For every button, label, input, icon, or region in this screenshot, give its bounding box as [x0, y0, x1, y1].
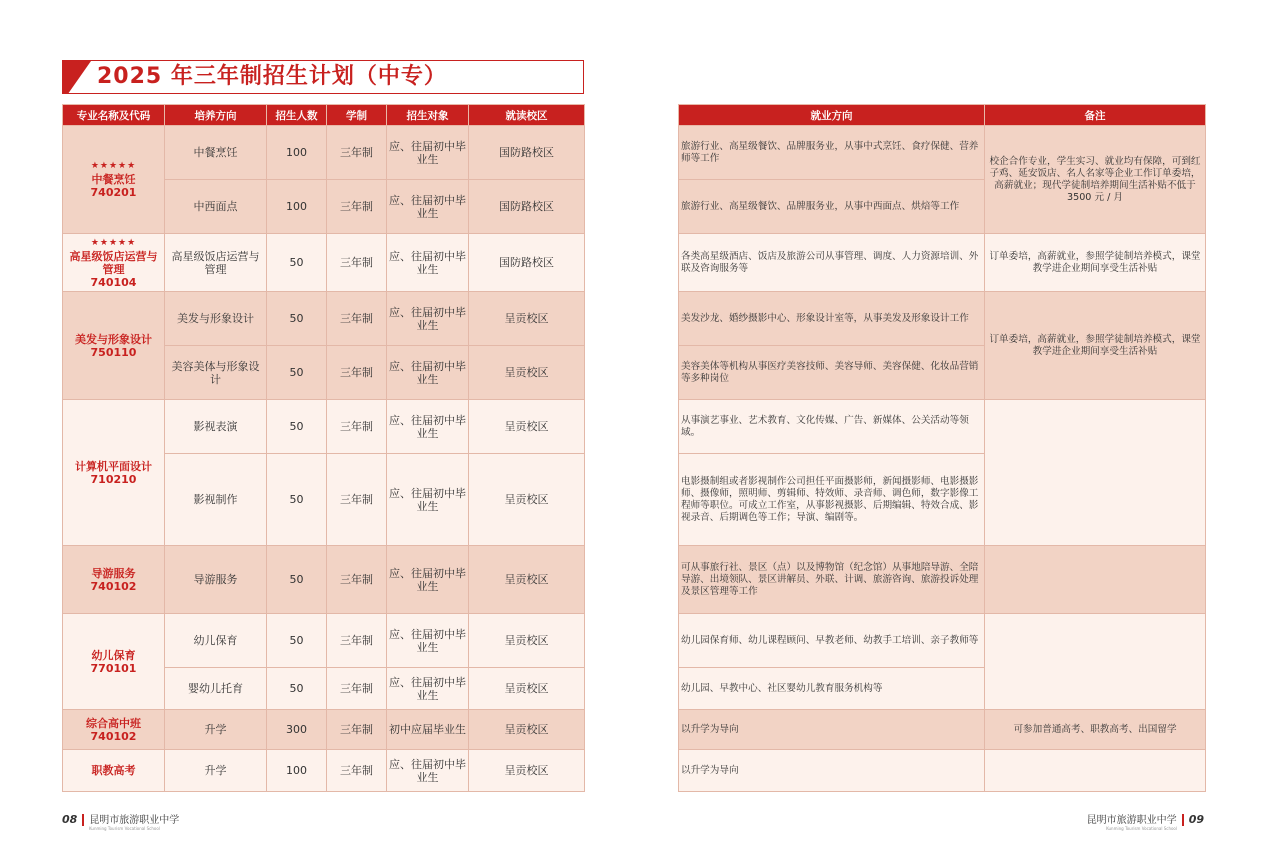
- table-row: [63, 546, 585, 614]
- header-count: 招生人数: [267, 105, 327, 126]
- major-name: 中餐烹饪: [91, 173, 136, 186]
- employment-cell: 旅游行业、高星级餐饮、品牌服务业，从事中西面点、烘焙等工作: [679, 180, 985, 234]
- footer-right: [1087, 811, 1204, 831]
- target-cell: 应、往届初中毕业生: [387, 750, 469, 792]
- page-number-left: 08: [62, 813, 78, 826]
- direction-cell: 美发与形象设计: [165, 292, 267, 346]
- system-cell: 三年制: [327, 454, 387, 546]
- major-name: 高星级饭店运营与管理: [69, 249, 158, 276]
- target-cell: 应、往届初中毕业生: [387, 546, 469, 614]
- direction-cell: 高星级饭店运营与管理: [165, 234, 267, 292]
- direction-cell: 影视制作: [165, 454, 267, 546]
- target-cell: 应、往届初中毕业生: [387, 454, 469, 546]
- school-name-en-right: Kunming Tourism Vocational School: [1106, 826, 1177, 831]
- system-cell: 三年制: [327, 292, 387, 346]
- table-row: [63, 400, 585, 454]
- campus-cell: 呈贡校区: [469, 292, 585, 346]
- major-cell: [63, 126, 165, 234]
- table-row: [679, 234, 1206, 292]
- note-cell: 校企合作专业，学生实习、就业均有保障，可到红子鸡、延安饭店、名人名家等企业工作订单委培，高薪就业；现代学徒制培养期间生活补贴不低于 3500 元 / 月: [985, 126, 1206, 234]
- table-row: [63, 292, 585, 346]
- table-row: [679, 400, 1206, 454]
- campus-cell: 呈贡校区: [469, 614, 585, 668]
- major-code: 740102: [90, 729, 137, 743]
- table-row: [679, 126, 1206, 180]
- footer-divider: [1182, 814, 1184, 826]
- employment-cell: 幼儿园、早教中心、社区婴幼儿教育服务机构等: [679, 668, 985, 710]
- system-cell: 三年制: [327, 710, 387, 750]
- direction-cell: 中西面点: [165, 180, 267, 234]
- note-cell: [985, 750, 1206, 792]
- major-cell: [63, 234, 165, 292]
- count-cell: 100: [267, 750, 327, 792]
- system-cell: 三年制: [327, 180, 387, 234]
- major-cell: [63, 710, 165, 750]
- major-cell: [63, 750, 165, 792]
- count-cell: 50: [267, 292, 327, 346]
- campus-cell: 呈贡校区: [469, 750, 585, 792]
- major-name: 计算机平面设计: [75, 459, 152, 473]
- system-cell: 三年制: [327, 346, 387, 400]
- note-cell: 可参加普通高考、职教高考、出国留学: [985, 710, 1206, 750]
- direction-cell: 中餐烹饪: [165, 126, 267, 180]
- footer-left: [62, 811, 179, 831]
- note-cell: [985, 546, 1206, 614]
- major-code: 750110: [90, 345, 137, 359]
- employment-cell: 可从事旅行社、景区（点）以及博物馆（纪念馆）从事地陪导游、全陪导游、出境领队、景区讲解员、外联、计调、旅游咨询、旅游投诉处理及景区管理等工作: [679, 546, 985, 614]
- campus-cell: 国防路校区: [469, 126, 585, 180]
- target-cell: 应、往届初中毕业生: [387, 346, 469, 400]
- employment-cell: 美发沙龙、婚纱摄影中心、形象设计室等，从事美发及形象设计工作: [679, 292, 985, 346]
- employment-cell: 从事演艺事业、艺术教育、文化传媒、广告、新媒体、公关活动等领域。: [679, 400, 985, 454]
- table-row: [63, 234, 585, 292]
- rating-stars: ★★★★★: [90, 237, 137, 248]
- enrollment-plan-table: [62, 104, 585, 792]
- title-decoration: [63, 61, 91, 93]
- system-cell: 三年制: [327, 126, 387, 180]
- table-header-row: [63, 105, 585, 126]
- major-name: 综合高中班: [86, 716, 141, 730]
- note-cell: [985, 614, 1206, 710]
- table-row: [63, 750, 585, 792]
- system-cell: 三年制: [327, 750, 387, 792]
- count-cell: 100: [267, 180, 327, 234]
- employment-cell: 以升学为导向: [679, 750, 985, 792]
- table-row: [679, 710, 1206, 750]
- major-code: 710210: [90, 472, 137, 486]
- campus-cell: 呈贡校区: [469, 668, 585, 710]
- major-cell: [63, 546, 165, 614]
- target-cell: 应、往届初中毕业生: [387, 234, 469, 292]
- campus-cell: 呈贡校区: [469, 454, 585, 546]
- campus-cell: 呈贡校区: [469, 346, 585, 400]
- target-cell: 应、往届初中毕业生: [387, 614, 469, 668]
- target-cell: 应、往届初中毕业生: [387, 292, 469, 346]
- count-cell: 300: [267, 710, 327, 750]
- campus-cell: 呈贡校区: [469, 710, 585, 750]
- major-name: 幼儿保育: [91, 648, 136, 662]
- employment-cell: 各类高星级酒店、饭店及旅游公司从事管理、调度、人力资源培训、外联及咨询服务等: [679, 234, 985, 292]
- campus-cell: 呈贡校区: [469, 546, 585, 614]
- note-cell: 订单委培，高薪就业，参照学徒制培养模式，课堂教学进企业期间享受生活补贴: [985, 234, 1206, 292]
- count-cell: 100: [267, 126, 327, 180]
- employment-cell: 幼儿园保育师、幼儿课程顾问、早教老师、幼教手工培训、亲子教师等: [679, 614, 985, 668]
- school-name-left: 昆明市旅游职业中学: [89, 815, 180, 826]
- major-name: 导游服务: [91, 566, 136, 580]
- count-cell: 50: [267, 668, 327, 710]
- employment-table: [678, 104, 1206, 792]
- major-code: 740104: [90, 275, 137, 289]
- table-header-row: [679, 105, 1206, 126]
- footer-divider: [82, 814, 84, 826]
- table-row: [679, 292, 1206, 346]
- target-cell: 应、往届初中毕业生: [387, 126, 469, 180]
- direction-cell: 婴幼儿托育: [165, 668, 267, 710]
- header-campus: 就读校区: [469, 105, 585, 126]
- direction-cell: 幼儿保育: [165, 614, 267, 668]
- campus-cell: 呈贡校区: [469, 400, 585, 454]
- major-cell: [63, 614, 165, 710]
- count-cell: 50: [267, 454, 327, 546]
- employment-cell: 旅游行业、高星级餐饮、品牌服务业，从事中式烹饪、食疗保健、营养师等工作: [679, 126, 985, 180]
- employment-cell: 以升学为导向: [679, 710, 985, 750]
- table-row: [63, 710, 585, 750]
- target-cell: 初中应届毕业生: [387, 710, 469, 750]
- target-cell: 应、往届初中毕业生: [387, 180, 469, 234]
- header-direction: 培养方向: [165, 105, 267, 126]
- count-cell: 50: [267, 400, 327, 454]
- rating-stars: ★★★★★: [90, 161, 137, 171]
- direction-cell: 升学: [165, 710, 267, 750]
- note-cell: [985, 400, 1206, 546]
- school-name-en-left: Kunming Tourism Vocational School: [89, 826, 160, 831]
- direction-cell: 导游服务: [165, 546, 267, 614]
- major-code: 770101: [90, 661, 137, 675]
- header-notes: 备注: [985, 105, 1206, 126]
- table-row: [679, 750, 1206, 792]
- table-row: [63, 126, 585, 180]
- employment-cell: 美容美体等机构从事医疗美容技师、美容导师、美容保健、化妆品营销等多种岗位: [679, 346, 985, 400]
- target-cell: 应、往届初中毕业生: [387, 668, 469, 710]
- count-cell: 50: [267, 234, 327, 292]
- system-cell: 三年制: [327, 614, 387, 668]
- direction-cell: 美容美体与形象设计: [165, 346, 267, 400]
- page-title-box: [62, 60, 584, 94]
- page-number-right: 09: [1188, 813, 1204, 826]
- major-cell: [63, 400, 165, 546]
- school-name-right: 昆明市旅游职业中学: [1086, 815, 1177, 826]
- major-cell: [63, 292, 165, 400]
- table-row: [679, 546, 1206, 614]
- header-system: 学制: [327, 105, 387, 126]
- major-name: 职教高考: [91, 764, 136, 777]
- campus-cell: 国防路校区: [469, 180, 585, 234]
- system-cell: 三年制: [327, 234, 387, 292]
- count-cell: 50: [267, 614, 327, 668]
- major-code: 740201: [90, 186, 137, 199]
- header-employment: 就业方向: [679, 105, 985, 126]
- system-cell: 三年制: [327, 546, 387, 614]
- campus-cell: 国防路校区: [469, 234, 585, 292]
- count-cell: 50: [267, 346, 327, 400]
- system-cell: 三年制: [327, 668, 387, 710]
- direction-cell: 影视表演: [165, 400, 267, 454]
- employment-cell: 电影摄制组或者影视制作公司担任平面摄影师，新闻摄影师、电影摄影师、摄像师，照明师、剪辑师、特效师、录音师、调色师，数字影像工程师等职位。可成立工作室，从事影视摄影、后期编辑、特效合成、影视录音、后期调色等工作；导演、编剧等。: [679, 454, 985, 546]
- direction-cell: 升学: [165, 750, 267, 792]
- header-target: 招生对象: [387, 105, 469, 126]
- table-row: [63, 614, 585, 668]
- target-cell: 应、往届初中毕业生: [387, 400, 469, 454]
- system-cell: 三年制: [327, 400, 387, 454]
- major-name: 美发与形象设计: [75, 332, 152, 346]
- table-row: [679, 614, 1206, 668]
- header-major: 专业名称及代码: [63, 105, 165, 126]
- major-code: 740102: [90, 579, 137, 593]
- note-cell: 订单委培，高薪就业，参照学徒制培养模式，课堂教学进企业期间享受生活补贴: [985, 292, 1206, 400]
- page-title: 2025 年三年制招生计划（中专）: [97, 64, 447, 89]
- count-cell: 50: [267, 546, 327, 614]
